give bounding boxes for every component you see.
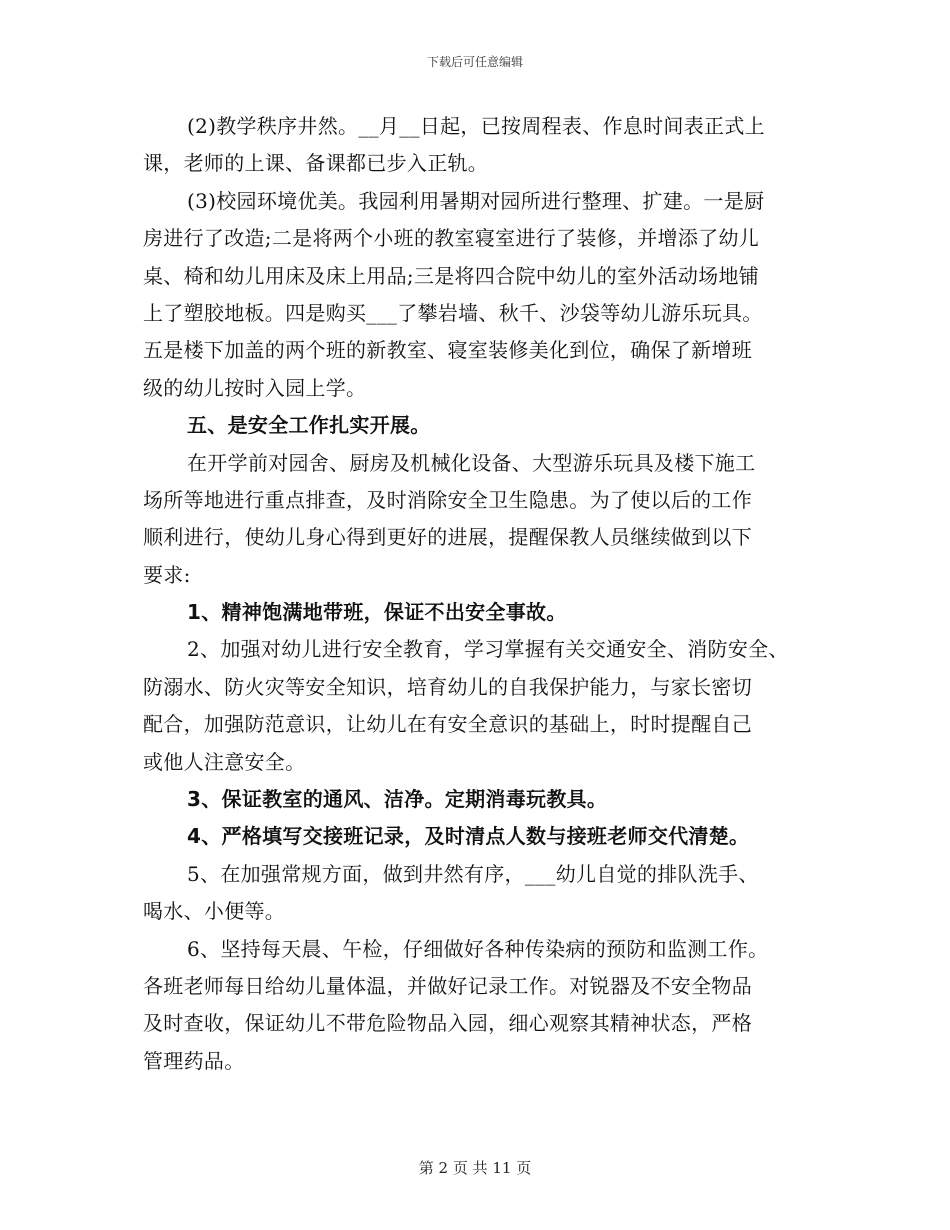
text-line: 各班老师每日给幼儿量体温，并做好记录工作。对锐器及不安全物品 — [143, 973, 752, 998]
requirement-item: 2、加强对幼儿进行安全教育，学习掌握有关交通安全、消防安全、 — [187, 637, 789, 662]
text-line: 上了塑胶地板。四是购买___了攀岩墙、秋千、沙袋等幼儿游乐玩具。 — [143, 300, 763, 325]
text-line: 课，老师的上课、备课都已步入正轨。 — [143, 151, 489, 176]
text-line: (2)教学秩序井然。__月__日起，已按周程表、作息时间表正式上 — [187, 114, 765, 138]
text-line: 防溺水、防火灾等安全知识，培育幼儿的自我保护能力，与家长密切 — [143, 674, 752, 699]
requirement-item: 5、在加强常规方面，做到井然有序，___幼儿自觉的排队洗手、 — [187, 861, 759, 886]
text-line: 配合，加强防范意识，让幼儿在有安全意识的基础上，时时提醒自己 — [143, 712, 752, 737]
text-line: 房进行了改造;二是将两个小班的教室寝室进行了装修，并增添了幼儿 — [143, 226, 760, 251]
text-line: 桌、椅和幼儿用床及床上用品;三是将四合院中幼儿的室外活动场地铺 — [143, 263, 760, 288]
page-number: 第 2 页 共 11 页 — [418, 1159, 532, 1177]
text-line: (3)校园环境优美。我园利用暑期对园所进行整理、扩建。一是厨 — [187, 188, 765, 213]
page-header: 下载后可任意编辑 — [426, 55, 523, 69]
text-line: 喝水、小便等。 — [143, 899, 286, 924]
text-line: 场所等地进行重点排查，及时消除安全卫生隐患。为了使以后的工作 — [143, 487, 752, 512]
text-line: 及时查收，保证幼儿不带危险物品入园，细心观察其精神状态，严格 — [143, 1011, 752, 1036]
text-line: 管理药品。 — [143, 1048, 245, 1073]
text-line: 顺利进行，使幼儿身心得到更好的进展，提醒保教人员继续做到以下 — [143, 525, 752, 550]
requirement-item: 4、严格填写交接班记录，及时清点人数与接班老师交代清楚。 — [187, 824, 750, 849]
text-line: 或他人注意安全。 — [143, 749, 306, 774]
text-line: 级的幼儿按时入园上学。 — [143, 375, 367, 400]
text-line: 要求: — [143, 562, 191, 587]
text-line: 五是楼下加盖的两个班的新教室、寝室装修美化到位，确保了新增班 — [143, 338, 752, 363]
requirement-item: 3、保证教室的通风、洁净。定期消毒玩教具。 — [187, 787, 608, 812]
text-line: 在开学前对园舍、厨房及机械化设备、大型游乐玩具及楼下施工 — [187, 450, 756, 475]
requirement-item: 1、精神饱满地带班，保证不出安全事故。 — [187, 600, 567, 625]
section-heading: 五、是安全工作扎实开展。 — [187, 413, 431, 438]
requirement-item: 6、坚持每天晨、午检，仔细做好各种传染病的预防和监测工作。 — [187, 936, 769, 961]
document-body — [143, 108, 823, 1080]
